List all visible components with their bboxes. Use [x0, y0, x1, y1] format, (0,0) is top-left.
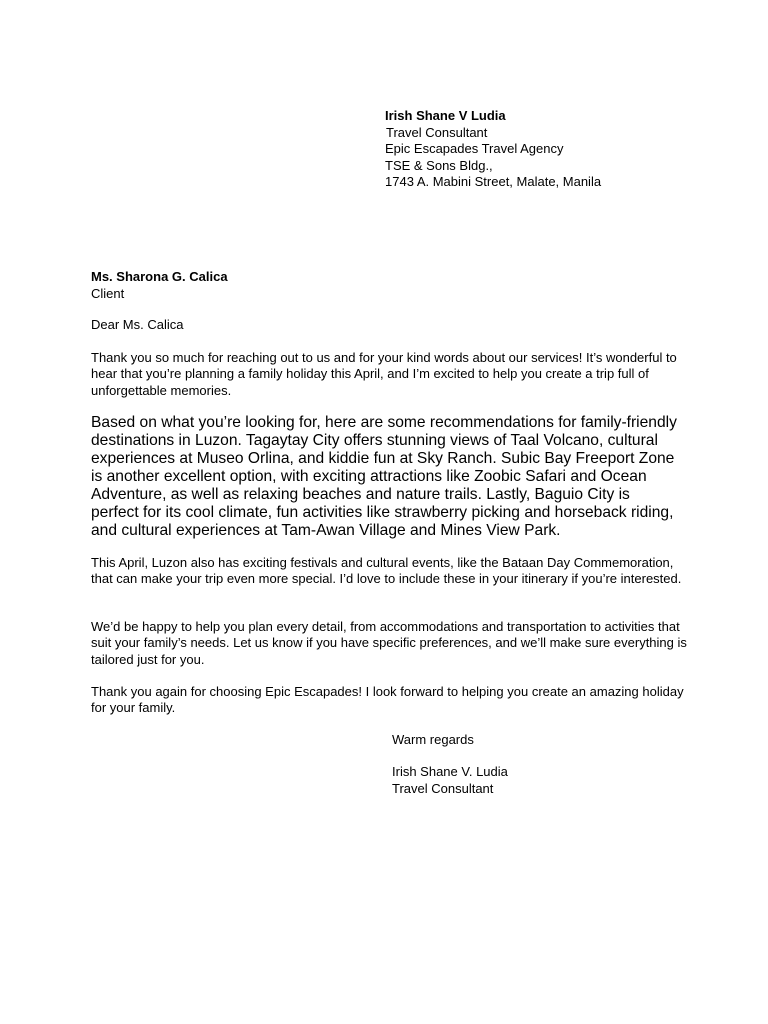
- signature-name: Irish Shane V. Ludia: [392, 764, 508, 779]
- sender-block: [385, 108, 601, 191]
- recipient-block: [91, 269, 228, 302]
- body-paragraph-recommendations: Based on what you’re looking for, here are some recommendations for family-friendly destinations in Luzon. Tagaytay City offers stunning views of Taal Volcano, cultural experiences at Museo Orlina, and kiddie fun at Sky Ranch. Subic Bay Freeport Zone is another excellent option, with exciting attractions like Zoobic Safari and Ocean Adventure, as well as relaxing beaches and nature trails. Lastly, Baguio City is perfect for its cool climate, fun activities like strawberry picking and horseback riding, and cultural experiences at Tam-Awan Village and Mines View Park.: [91, 414, 677, 539]
- sender-name: Irish Shane V Ludia: [385, 108, 506, 123]
- sender-title: Travel Consultant: [386, 124, 488, 140]
- recipient-name: Ms. Sharona G. Calica: [91, 269, 228, 284]
- body-paragraph: Thank you so much for reaching out to us and for your kind words about our services! It’s wonderful to hear that you’re planning a family holiday this April, and I’m excited to help you create a trip full of unforgettable memories.: [91, 350, 677, 398]
- signature-block: [392, 764, 508, 797]
- recipient-role: Client: [91, 285, 125, 301]
- body-paragraph: Thank you again for choosing Epic Escapades! I look forward to helping you create an amazing holiday for your family.: [91, 684, 684, 716]
- greeting: Dear Ms. Calica: [91, 317, 184, 332]
- closing: Warm regards: [392, 732, 474, 747]
- body-paragraph: This April, Luzon also has exciting festivals and cultural events, like the Bataan Day Commemoration, that can make your trip even more special. I’d love to include these in your itinerary if you’re interested.: [91, 555, 682, 587]
- sender-street: 1743 A. Mabini Street, Malate, Manila: [385, 174, 602, 190]
- signature-title: Travel Consultant: [392, 780, 494, 796]
- sender-building: TSE & Sons Bldg.,: [385, 157, 493, 173]
- body-paragraph: We’d be happy to help you plan every detail, from accommodations and transportation to activities that suit your family’s needs. Let us know if you have specific preferences, and we’ll make sure everything is tailored just for you.: [91, 619, 687, 667]
- sender-company: Epic Escapades Travel Agency: [385, 141, 564, 157]
